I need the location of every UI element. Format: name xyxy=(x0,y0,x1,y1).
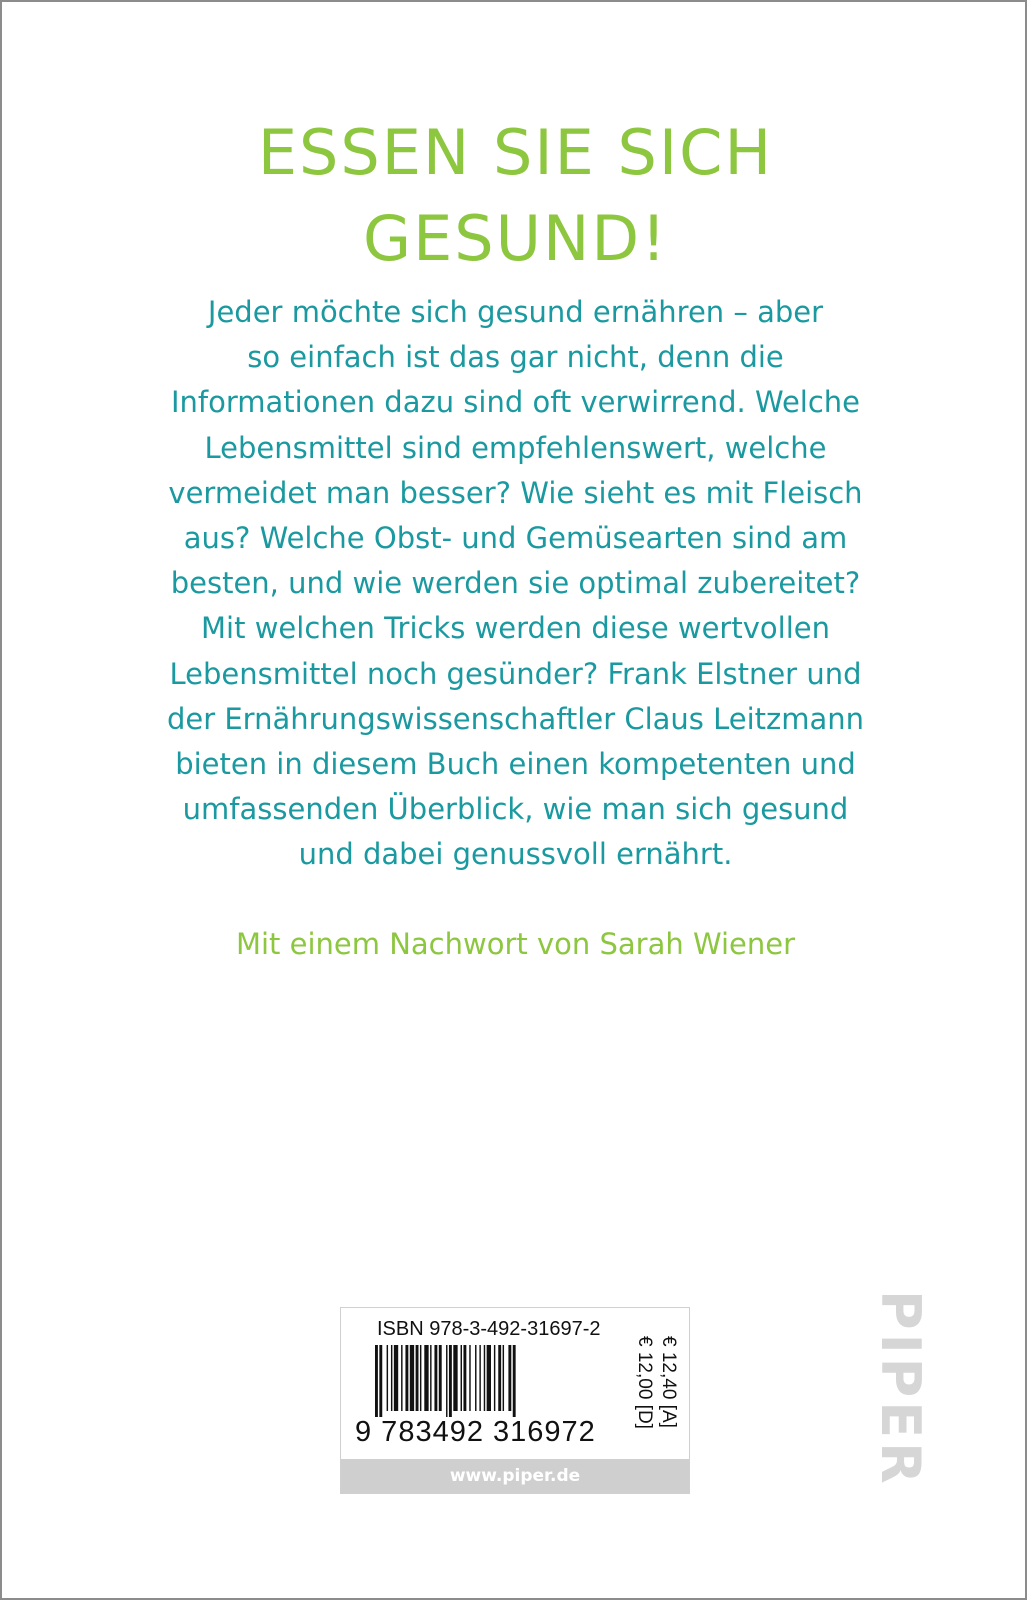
barcode-bar xyxy=(453,1345,457,1411)
barcode-bar xyxy=(487,1345,491,1411)
barcode-bar xyxy=(494,1345,495,1411)
barcode-bar xyxy=(375,1345,378,1417)
blurb-line: bieten in diesem Buch einen kompetenten und xyxy=(175,747,856,782)
barcode-bar xyxy=(475,1345,476,1411)
blurb-text xyxy=(2,290,1027,878)
blurb-line: Informationen dazu sind oft verwirrend. Welche xyxy=(170,385,861,420)
barcode-bar xyxy=(469,1345,470,1411)
blurb-line: und dabei genussvoll ernährt. xyxy=(298,837,733,872)
barcode-bar xyxy=(439,1345,442,1411)
barcode-bar xyxy=(391,1345,392,1411)
barcode-bar xyxy=(508,1345,511,1411)
blurb-line: so einfach ist das gar nicht, denn die xyxy=(247,340,784,375)
barcode-bar xyxy=(463,1345,466,1411)
blurb-line: umfassenden Überblick, wie man sich gesund xyxy=(182,792,849,827)
blurb-line: Jeder möchte sich gesund ernähren – aber xyxy=(207,295,824,329)
barcode-bar xyxy=(461,1345,462,1411)
barcode-bar xyxy=(401,1345,402,1411)
barcode-bar xyxy=(430,1345,431,1411)
barcode-bar xyxy=(379,1345,382,1417)
barcode-number: 9 783492 316972 xyxy=(355,1416,596,1448)
barcode-bars xyxy=(375,1345,625,1417)
barcode-bar xyxy=(424,1345,428,1411)
barcode-bar xyxy=(479,1345,480,1411)
barcode-bar xyxy=(449,1345,452,1417)
blurb-line: Lebensmittel noch gesünder? Frank Elstner und xyxy=(169,656,862,691)
price-germany: € 12,00 [D] xyxy=(634,1336,655,1429)
blurb-line: besten, und wie werden sie optimal zubereitet? xyxy=(170,566,861,601)
barcode-bar xyxy=(410,1345,414,1411)
price-austria: € 12,40 [A] xyxy=(658,1336,679,1428)
barcode-bar xyxy=(387,1345,388,1411)
price-block xyxy=(633,1336,689,1456)
barcode-bar xyxy=(498,1345,501,1411)
barcode-bar xyxy=(394,1345,398,1411)
barcode-label xyxy=(340,1307,690,1494)
publisher-logo: PIPER xyxy=(869,1290,932,1488)
blurb-line: Lebensmittel sind empfehlenswert, welche xyxy=(204,430,827,465)
blurb-line: aus? Welche Obst- und Gemüsearten sind am xyxy=(183,521,848,556)
barcode-bar xyxy=(513,1345,516,1417)
isbn-text: ISBN 978-3-492-31697-2 xyxy=(377,1318,601,1340)
afterword-note: Mit einem Nachwort von Sarah Wiener xyxy=(235,927,796,961)
blurb-line: der Ernährungswissenschaftler Claus Leitzmann xyxy=(166,701,865,736)
barcode-bar xyxy=(434,1345,437,1411)
blurb-line: Mit welchen Tricks werden diese wertvollen xyxy=(201,611,830,646)
barcode-bar xyxy=(416,1345,419,1411)
barcode-bar xyxy=(420,1345,421,1411)
headline-line-1: ESSEN SIE SICH xyxy=(257,116,774,189)
blurb-line: vermeidet man besser? Wie sieht es mit Fleisch xyxy=(168,475,863,510)
barcode-bar xyxy=(503,1345,504,1411)
barcode-bar xyxy=(446,1345,447,1417)
barcode-bar xyxy=(484,1345,485,1411)
headline xyxy=(2,110,1027,282)
headline-line-2: GESUND! xyxy=(363,202,668,275)
publisher-website: www.piper.de xyxy=(341,1459,689,1493)
barcode-bar xyxy=(405,1345,408,1411)
